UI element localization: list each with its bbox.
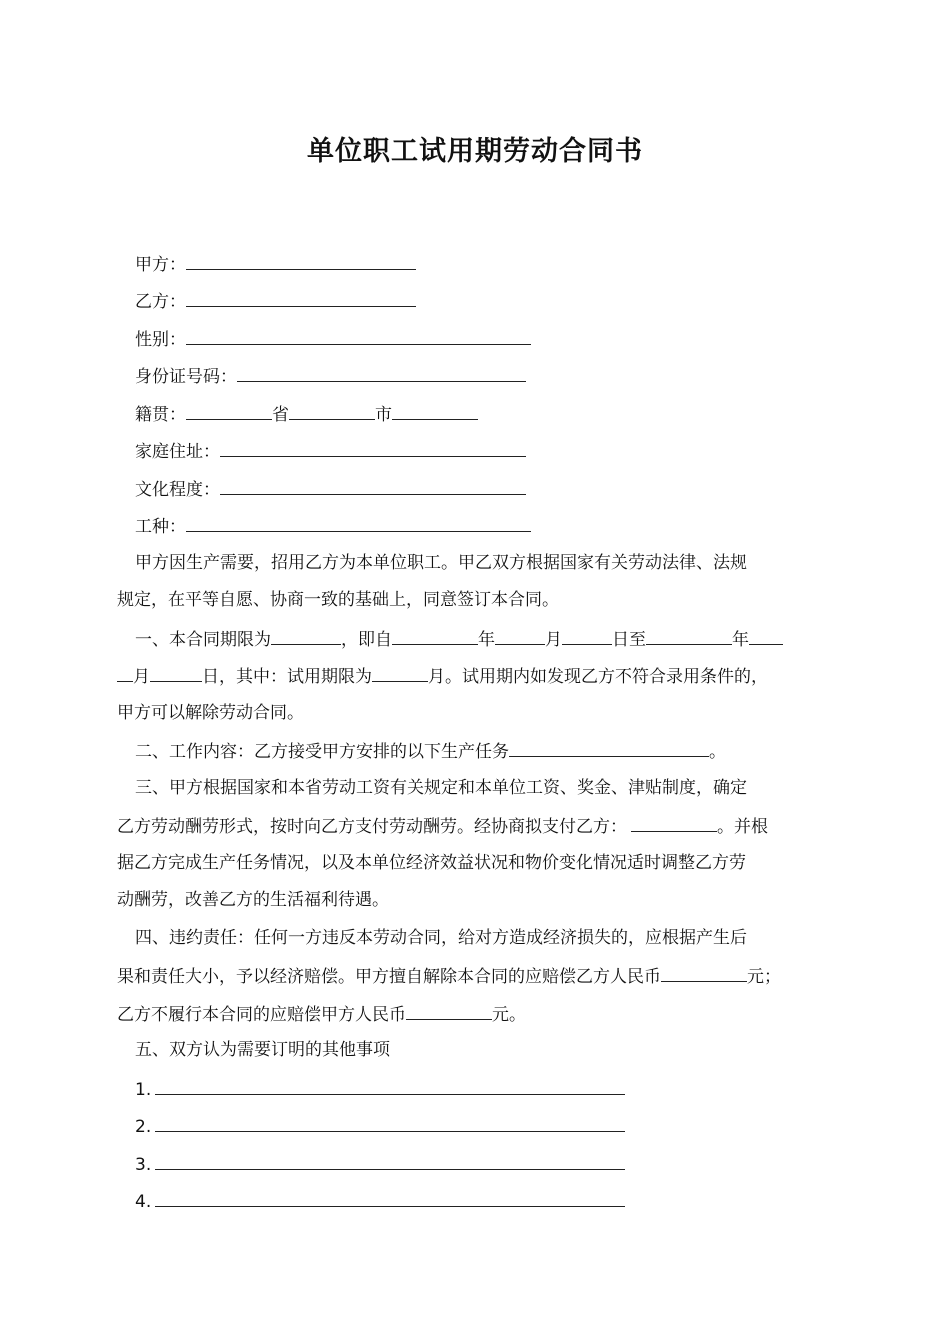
- clause-text: 月: [545, 630, 562, 650]
- field-home-address: [135, 438, 865, 464]
- job-type-blank[interactable]: [186, 513, 531, 532]
- term-blank[interactable]: [271, 626, 341, 645]
- clause-1-line-3: 甲方可以解除劳动合同。: [117, 703, 304, 723]
- native-place-blank[interactable]: [186, 401, 272, 420]
- payment-blank[interactable]: [631, 813, 717, 832]
- clause-text: 乙方不履行本合同的应赔偿甲方人民币: [117, 1005, 406, 1025]
- item-number: 1.: [135, 1080, 152, 1100]
- other-item-blank[interactable]: [155, 1188, 625, 1207]
- preamble-line-1: 甲方因生产需要，招用乙方为本单位职工。甲乙双方根据国家有关劳动法律、法规: [135, 553, 747, 573]
- field-label: 文化程度：: [135, 480, 220, 500]
- work-content-blank[interactable]: [509, 738, 709, 757]
- other-item-blank[interactable]: [155, 1076, 625, 1095]
- field-party-b: [135, 288, 865, 314]
- clause-text: 。: [709, 742, 726, 762]
- province-label: 省: [272, 405, 289, 425]
- end-month-blank-part2[interactable]: [117, 663, 133, 682]
- id-number-blank[interactable]: [237, 363, 526, 382]
- start-month-blank[interactable]: [495, 626, 545, 645]
- clause-text: 月。试用期内如发现乙方不符合录用条件的，: [428, 667, 768, 687]
- field-label: 身份证号码：: [135, 367, 237, 387]
- clause-text: 年: [478, 630, 495, 650]
- item-number: 3.: [135, 1155, 152, 1175]
- clause-3-line-1: 三、甲方根据国家和本省劳动工资有关规定和本单位工资、奖金、津贴制度，确定: [135, 778, 747, 798]
- clause-4-line-1: 四、违约责任：任何一方违反本劳动合同，给对方造成经济损失的，应根据产生后: [135, 928, 747, 948]
- field-label: 籍贯：: [135, 405, 186, 425]
- clause-3-line-4: 动酬劳，改善乙方的生活福利待遇。: [117, 890, 389, 910]
- clause-3-line-3: 据乙方完成生产任务情况，以及本单位经济效益状况和物价变化情况适时调整乙方劳: [117, 853, 746, 873]
- start-day-blank[interactable]: [562, 626, 612, 645]
- other-item-3: [135, 1151, 865, 1177]
- clause-text: 年: [732, 630, 749, 650]
- other-item-blank[interactable]: [155, 1151, 625, 1170]
- clause-4-line-2: [117, 963, 847, 989]
- other-item-2: [135, 1113, 865, 1139]
- clause-text: 乙方劳动酬劳形式，按时向乙方支付劳动酬劳。经协商拟支付乙方：: [117, 817, 627, 837]
- item-number: 2.: [135, 1117, 152, 1137]
- party-a-compensation-blank[interactable]: [661, 963, 747, 982]
- clause-text: 日至: [612, 630, 646, 650]
- field-label: 性别：: [135, 330, 186, 350]
- field-id-number: [135, 363, 865, 389]
- home-address-blank[interactable]: [220, 438, 526, 457]
- other-item-1: [135, 1076, 865, 1102]
- party-b-blank[interactable]: [186, 288, 416, 307]
- end-day-blank[interactable]: [150, 663, 202, 682]
- clause-text: 。并根: [717, 817, 768, 837]
- clause-4-line-3: [117, 1001, 847, 1027]
- page-title: 单位职工试用期劳动合同书: [307, 136, 643, 167]
- probation-blank[interactable]: [372, 663, 428, 682]
- clause-2: [135, 738, 865, 764]
- other-item-blank[interactable]: [155, 1113, 625, 1132]
- clause-text: ，即自: [341, 630, 392, 650]
- clause-5-heading: 五、双方认为需要订明的其他事项: [135, 1040, 390, 1060]
- field-job-type: [135, 513, 865, 539]
- field-gender: [135, 326, 865, 352]
- clause-text: 元；: [747, 967, 781, 987]
- clause-3-line-2: [117, 813, 847, 839]
- field-native-place: [135, 401, 865, 427]
- item-number: 4.: [135, 1192, 152, 1212]
- field-party-a: [135, 251, 865, 277]
- clause-text: 日，其中：试用期限为: [202, 667, 372, 687]
- clause-text: 二、工作内容：乙方接受甲方安排的以下生产任务: [135, 742, 509, 762]
- education-blank[interactable]: [220, 476, 526, 495]
- field-label: 工种：: [135, 517, 186, 537]
- clause-text: 果和责任大小，予以经济赔偿。甲方擅自解除本合同的应赔偿乙方人民币: [117, 967, 661, 987]
- preamble-line-2: 规定，在平等自愿、协商一致的基础上，同意签订本合同。: [117, 590, 559, 610]
- clause-text: 一、本合同期限为: [135, 630, 271, 650]
- province-blank[interactable]: [289, 401, 375, 420]
- field-label: 甲方：: [135, 255, 186, 275]
- end-year-blank[interactable]: [646, 626, 732, 645]
- field-label: 乙方：: [135, 292, 186, 312]
- party-b-compensation-blank[interactable]: [406, 1001, 492, 1020]
- field-label: 家庭住址：: [135, 442, 220, 462]
- other-item-4: [135, 1188, 865, 1214]
- field-education: [135, 476, 865, 502]
- end-month-blank-part1[interactable]: [749, 626, 783, 645]
- clause-1-line-2: [117, 663, 847, 689]
- start-year-blank[interactable]: [392, 626, 478, 645]
- city-blank[interactable]: [392, 401, 478, 420]
- party-a-blank[interactable]: [186, 251, 416, 270]
- clause-text: 元。: [492, 1005, 526, 1025]
- gender-blank[interactable]: [186, 326, 531, 345]
- clause-text: 月: [133, 667, 150, 687]
- clause-1-line-1: [135, 626, 847, 652]
- city-label: 市: [375, 405, 392, 425]
